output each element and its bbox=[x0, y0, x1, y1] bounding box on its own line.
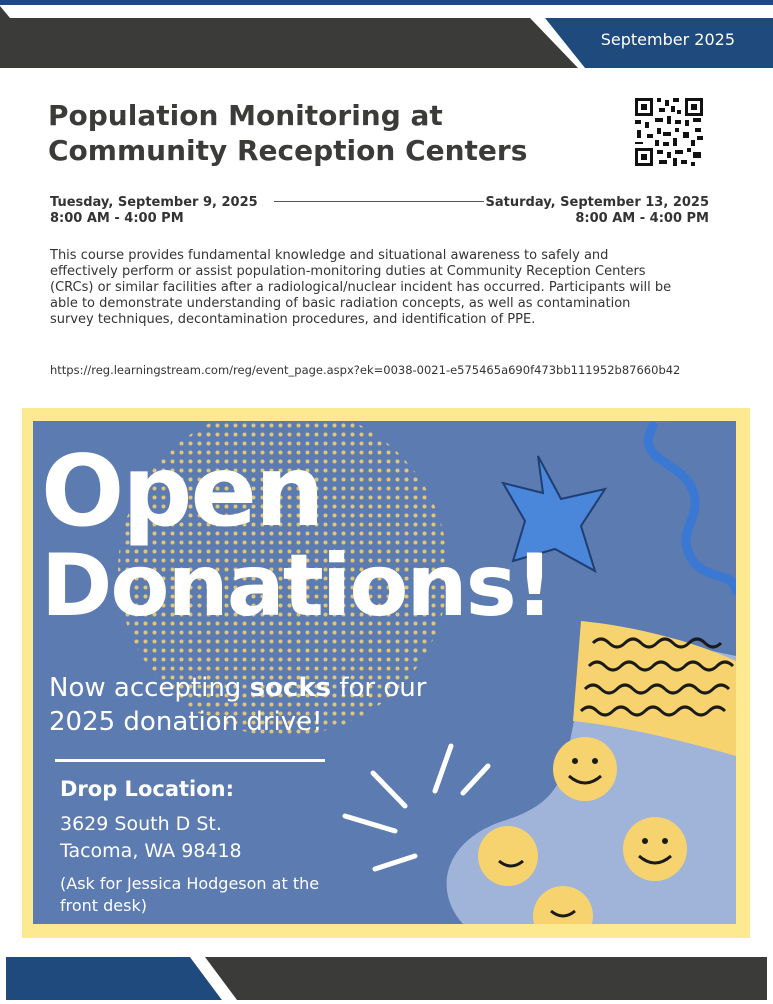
course-description: This course provides fundamental knowledge and situational awareness to safely and effectively perform or assist population-monitoring duties at Community Reception Centers (CRCs) or similar facilities after a radiological/nuclear incident has occurred. Participants will be able to demonstrate understanding of basic radiation concepts, as well as contamination survey techniques, decontamination procedures, and identification of PPE. bbox=[50, 248, 672, 327]
squiggle-decoration bbox=[648, 426, 736, 591]
footer-banner bbox=[0, 957, 773, 1000]
issue-month: September 2025 bbox=[600, 30, 735, 49]
flyer-divider bbox=[55, 759, 325, 762]
date-divider bbox=[274, 201, 484, 202]
address-line-1: 3629 South D St. bbox=[60, 813, 222, 835]
end-time: 8:00 AM - 4:00 PM bbox=[575, 211, 709, 226]
title-line-2: Community Reception Centers bbox=[48, 134, 528, 167]
title-line-1: Population Monitoring at bbox=[48, 99, 443, 132]
registration-link[interactable]: https://reg.learningstream.com/reg/event_page.aspx?ek=0038-0021-e575465a690f473bb111952b87660b42 bbox=[50, 363, 681, 377]
start-time: 8:00 AM - 4:00 PM bbox=[50, 211, 184, 226]
sub-text-bold: socks bbox=[249, 673, 332, 703]
flyer-headline-open: Open bbox=[41, 435, 323, 549]
start-date: Tuesday, September 9, 2025 bbox=[50, 195, 258, 210]
qr-code-icon[interactable] bbox=[633, 96, 705, 168]
end-date-block bbox=[486, 195, 709, 227]
sub-text-pre: Now accepting bbox=[49, 673, 250, 703]
flyer-headline-donations: Donations! bbox=[41, 536, 553, 636]
drop-address bbox=[60, 811, 242, 865]
start-date-block bbox=[50, 195, 258, 227]
page-title bbox=[48, 98, 588, 168]
sub-text-post: for our 2025 donation drive! bbox=[49, 673, 427, 737]
address-line-2: Tacoma, WA 98418 bbox=[60, 840, 242, 862]
contact-note: (Ask for Jessica Hodgeson at the front desk) bbox=[60, 874, 320, 915]
donation-flyer bbox=[33, 421, 736, 924]
end-date: Saturday, September 13, 2025 bbox=[485, 195, 709, 210]
header-banner bbox=[0, 0, 773, 70]
drop-location-heading: Drop Location: bbox=[60, 777, 234, 801]
flyer-subheading bbox=[49, 671, 489, 739]
